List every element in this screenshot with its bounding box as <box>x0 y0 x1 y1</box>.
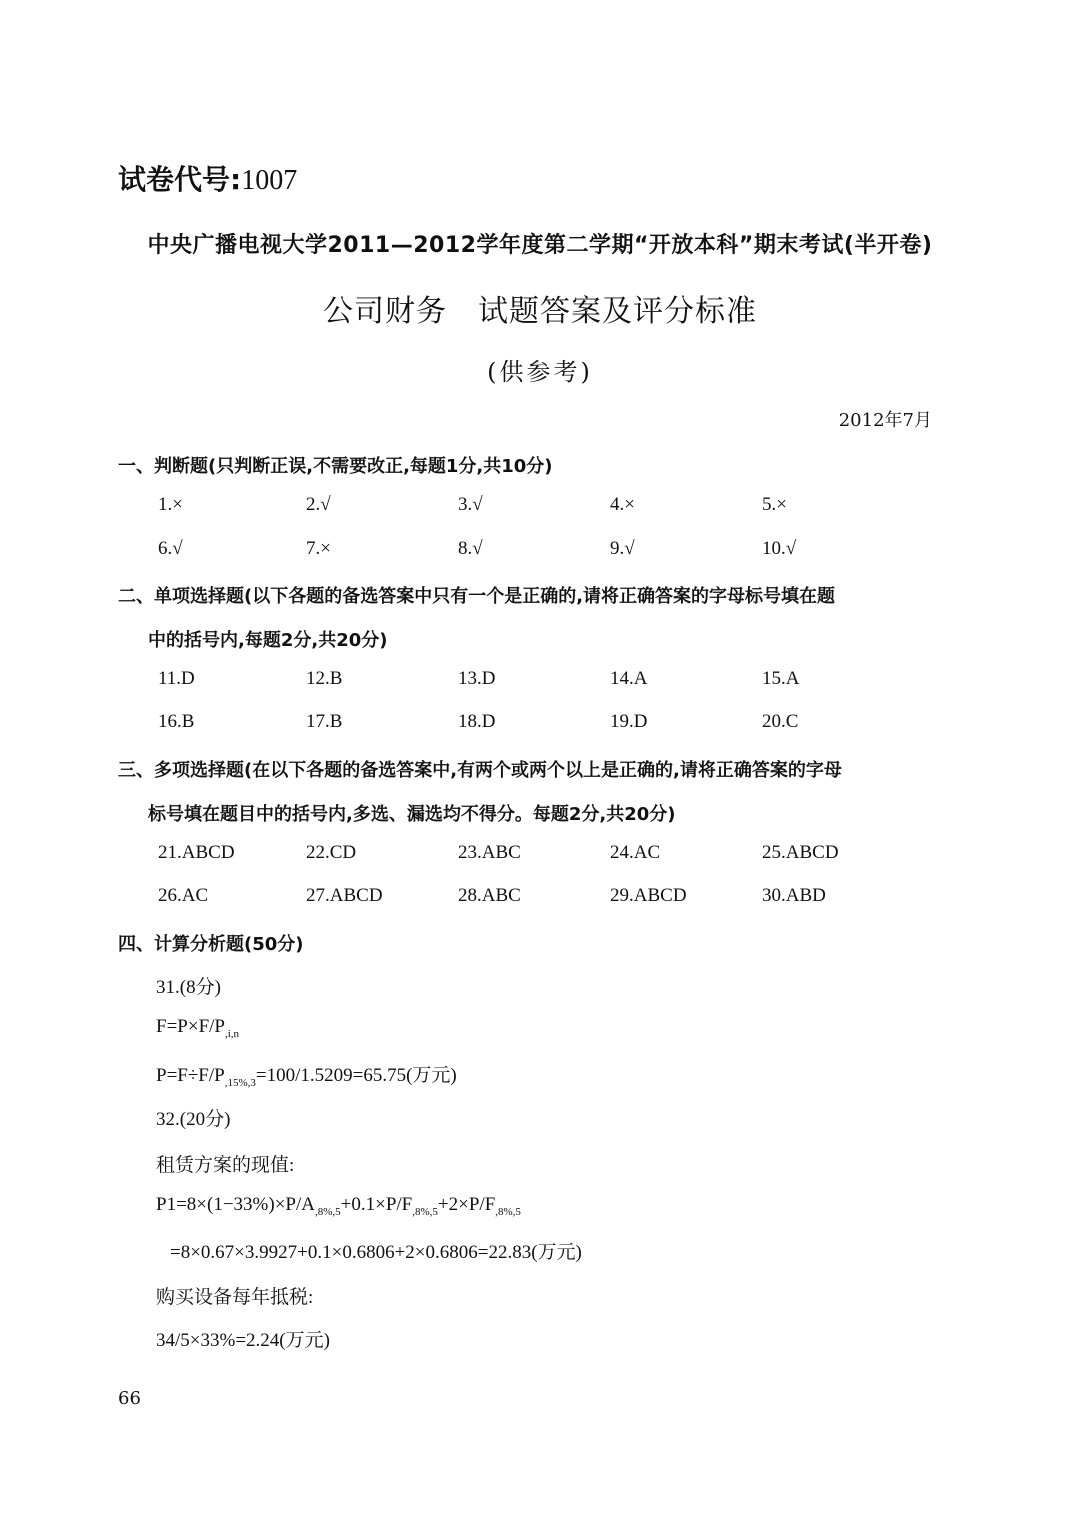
formula-text: +0.1×P/F <box>340 1194 413 1215</box>
formula-text: P=F÷F/P <box>156 1065 225 1086</box>
answer-item: 20.C <box>762 711 799 732</box>
formula-subscript: ,8%,5 <box>495 1205 521 1218</box>
exam-date: 2012年7月 <box>838 410 932 431</box>
answer-item: 29.ABCD <box>610 885 687 906</box>
formula-text: F=P×F/P <box>156 1016 225 1037</box>
answer-item: 9.√ <box>610 538 635 559</box>
section3-heading-cont: 标号填在题目中的括号内,多选、漏选均不得分。每题2分,共20分) <box>148 804 676 825</box>
purchase-label: 购买设备每年抵税: <box>156 1287 314 1308</box>
paper-code <box>118 158 297 198</box>
answer-item: 11.D <box>158 668 195 689</box>
answer-item: 7.× <box>306 538 331 559</box>
answer-item: 6.√ <box>158 538 183 559</box>
formula-line <box>156 1016 239 1040</box>
answer-item: 30.ABD <box>762 885 826 906</box>
answer-item: 18.D <box>458 711 496 732</box>
answer-item: 15.A <box>762 668 800 689</box>
question-32-label: 32.(20分) <box>156 1109 231 1130</box>
section1-heading: 一、判断题(只判断正误,不需要改正,每题1分,共10分) <box>118 456 553 477</box>
paper-code-value: 1007 <box>241 165 298 196</box>
page-title: 公司财务 试题答案及评分标准 <box>323 294 757 329</box>
lease-label: 租赁方案的现值: <box>156 1155 295 1176</box>
answer-item: 24.AC <box>610 842 661 863</box>
section2-heading-cont: 中的括号内,每题2分,共20分) <box>148 630 388 651</box>
reference-note: (供参考) <box>487 358 593 386</box>
answer-item: 26.AC <box>158 885 209 906</box>
answer-item: 3.√ <box>458 494 483 515</box>
formula-line <box>156 1194 521 1218</box>
formula-line <box>156 1060 457 1089</box>
answer-item: 25.ABCD <box>762 842 839 863</box>
answer-item: 16.B <box>158 711 195 732</box>
formula-line: 34/5×33%=2.24(万元) <box>156 1330 330 1351</box>
paper-code-label: 试卷代号: <box>118 163 242 196</box>
answer-item: 10.√ <box>762 538 797 559</box>
formula-subscript: ,i,n <box>224 1027 240 1040</box>
formula-subscript: ,8%,5 <box>314 1205 341 1218</box>
answer-item: 12.B <box>306 668 343 689</box>
answer-item: 13.D <box>458 668 496 689</box>
formula-text: =100/1.5209=65.75(万元) <box>255 1065 457 1086</box>
section4-heading: 四、计算分析题(50分) <box>118 934 304 955</box>
answer-item: 8.√ <box>458 538 483 559</box>
question-31-label: 31.(8分) <box>156 977 221 998</box>
formula-text: P1=8×(1−33%)×P/A <box>156 1194 315 1215</box>
answer-item: 28.ABC <box>458 885 521 906</box>
answer-item: 17.B <box>306 711 343 732</box>
formula-line: =8×0.67×3.9927+0.1×0.6806+2×0.6806=22.83(万元) <box>170 1242 582 1263</box>
section3-heading: 三、多项选择题(在以下各题的备选答案中,有两个或两个以上是正确的,请将正确答案的字母 <box>118 760 842 781</box>
answer-item: 1.× <box>158 494 183 515</box>
answer-item: 23.ABC <box>458 842 521 863</box>
page-number: 66 <box>118 1388 141 1409</box>
answer-item: 14.A <box>610 668 648 689</box>
answer-item: 22.CD <box>306 842 357 863</box>
formula-text: +2×P/F <box>437 1194 496 1215</box>
exam-title: 中央广播电视大学2011—2012学年度第二学期“开放本科”期末考试(半开卷) <box>147 233 933 258</box>
formula-subscript: ,15%,3 <box>224 1076 256 1089</box>
formula-subscript: ,8%,5 <box>412 1205 438 1218</box>
answer-item: 2.√ <box>306 494 331 515</box>
answer-item: 27.ABCD <box>306 885 383 906</box>
answer-item: 4.× <box>610 494 635 515</box>
section2-heading: 二、单项选择题(以下各题的备选答案中只有一个是正确的,请将正确答案的字母标号填在题 <box>118 586 836 607</box>
answer-item: 5.× <box>762 494 787 515</box>
answer-item: 21.ABCD <box>158 842 235 863</box>
answer-item: 19.D <box>610 711 648 732</box>
